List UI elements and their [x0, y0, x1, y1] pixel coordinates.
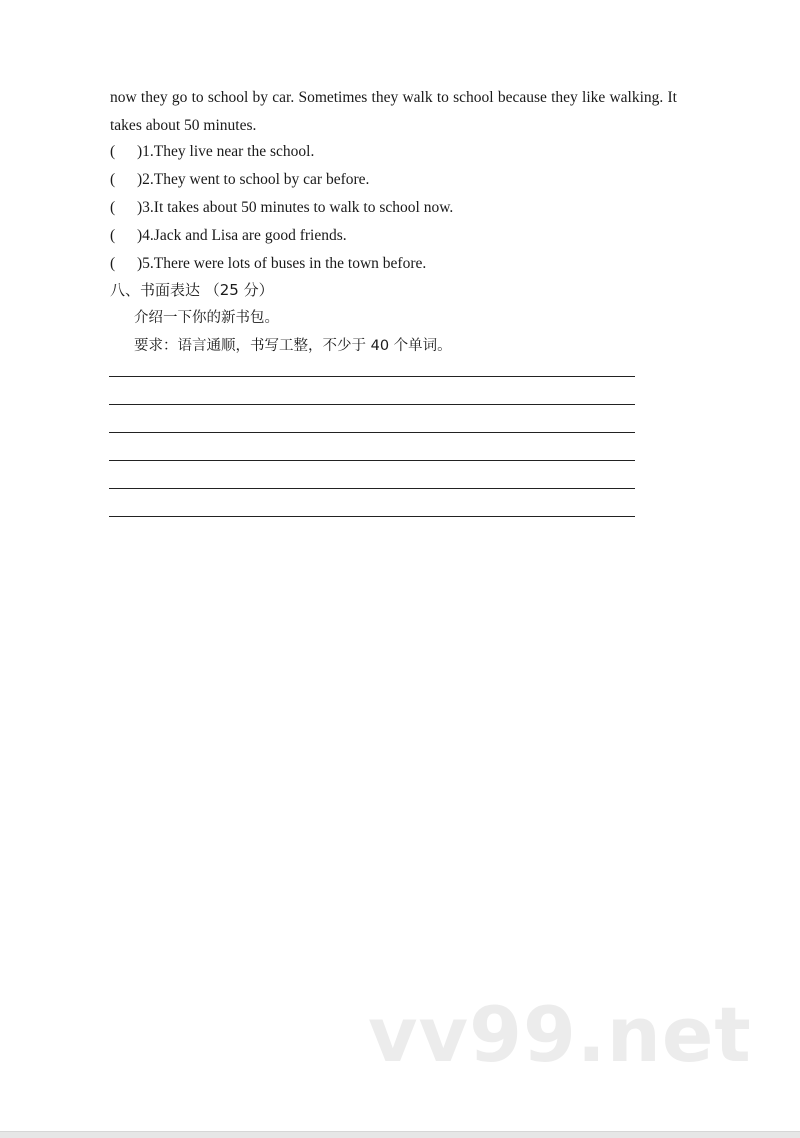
writing-lines	[109, 376, 635, 544]
true-false-questions	[110, 138, 710, 278]
writing-requirement: 要求：语言通顺，书写工整，不少于 40 个单词。	[134, 338, 452, 354]
writing-instruction: 介绍一下你的新书包。	[134, 310, 279, 326]
answer-blank: (	[110, 199, 116, 216]
writing-line	[109, 460, 635, 461]
question-item	[110, 166, 710, 194]
writing-line	[109, 516, 635, 517]
writing-line	[109, 404, 635, 405]
watermark: vv99.net	[368, 990, 752, 1079]
writing-line	[109, 376, 635, 377]
reading-passage: now they go to school by car. Sometimes they walk to school because they like walking. It takes about 50 minutes.	[110, 89, 677, 134]
answer-blank: (	[110, 143, 116, 160]
question-item	[110, 250, 710, 278]
question-text: )5.There were lots of buses in the town before.	[137, 255, 427, 272]
answer-blank: (	[110, 171, 116, 188]
question-item	[110, 138, 710, 166]
writing-line	[109, 432, 635, 433]
question-text: )3.It takes about 50 minutes to walk to school now.	[137, 199, 454, 216]
question-text: )4.Jack and Lisa are good friends.	[137, 227, 347, 244]
writing-section-heading: 八、书面表达 （25 分）	[110, 281, 274, 299]
answer-blank: (	[110, 227, 116, 244]
question-item	[110, 194, 710, 222]
answer-blank: (	[110, 255, 116, 272]
question-text: )1.They live near the school.	[137, 143, 315, 160]
question-text: )2.They went to school by car before.	[137, 171, 370, 188]
writing-line	[109, 488, 635, 489]
question-item	[110, 222, 710, 250]
